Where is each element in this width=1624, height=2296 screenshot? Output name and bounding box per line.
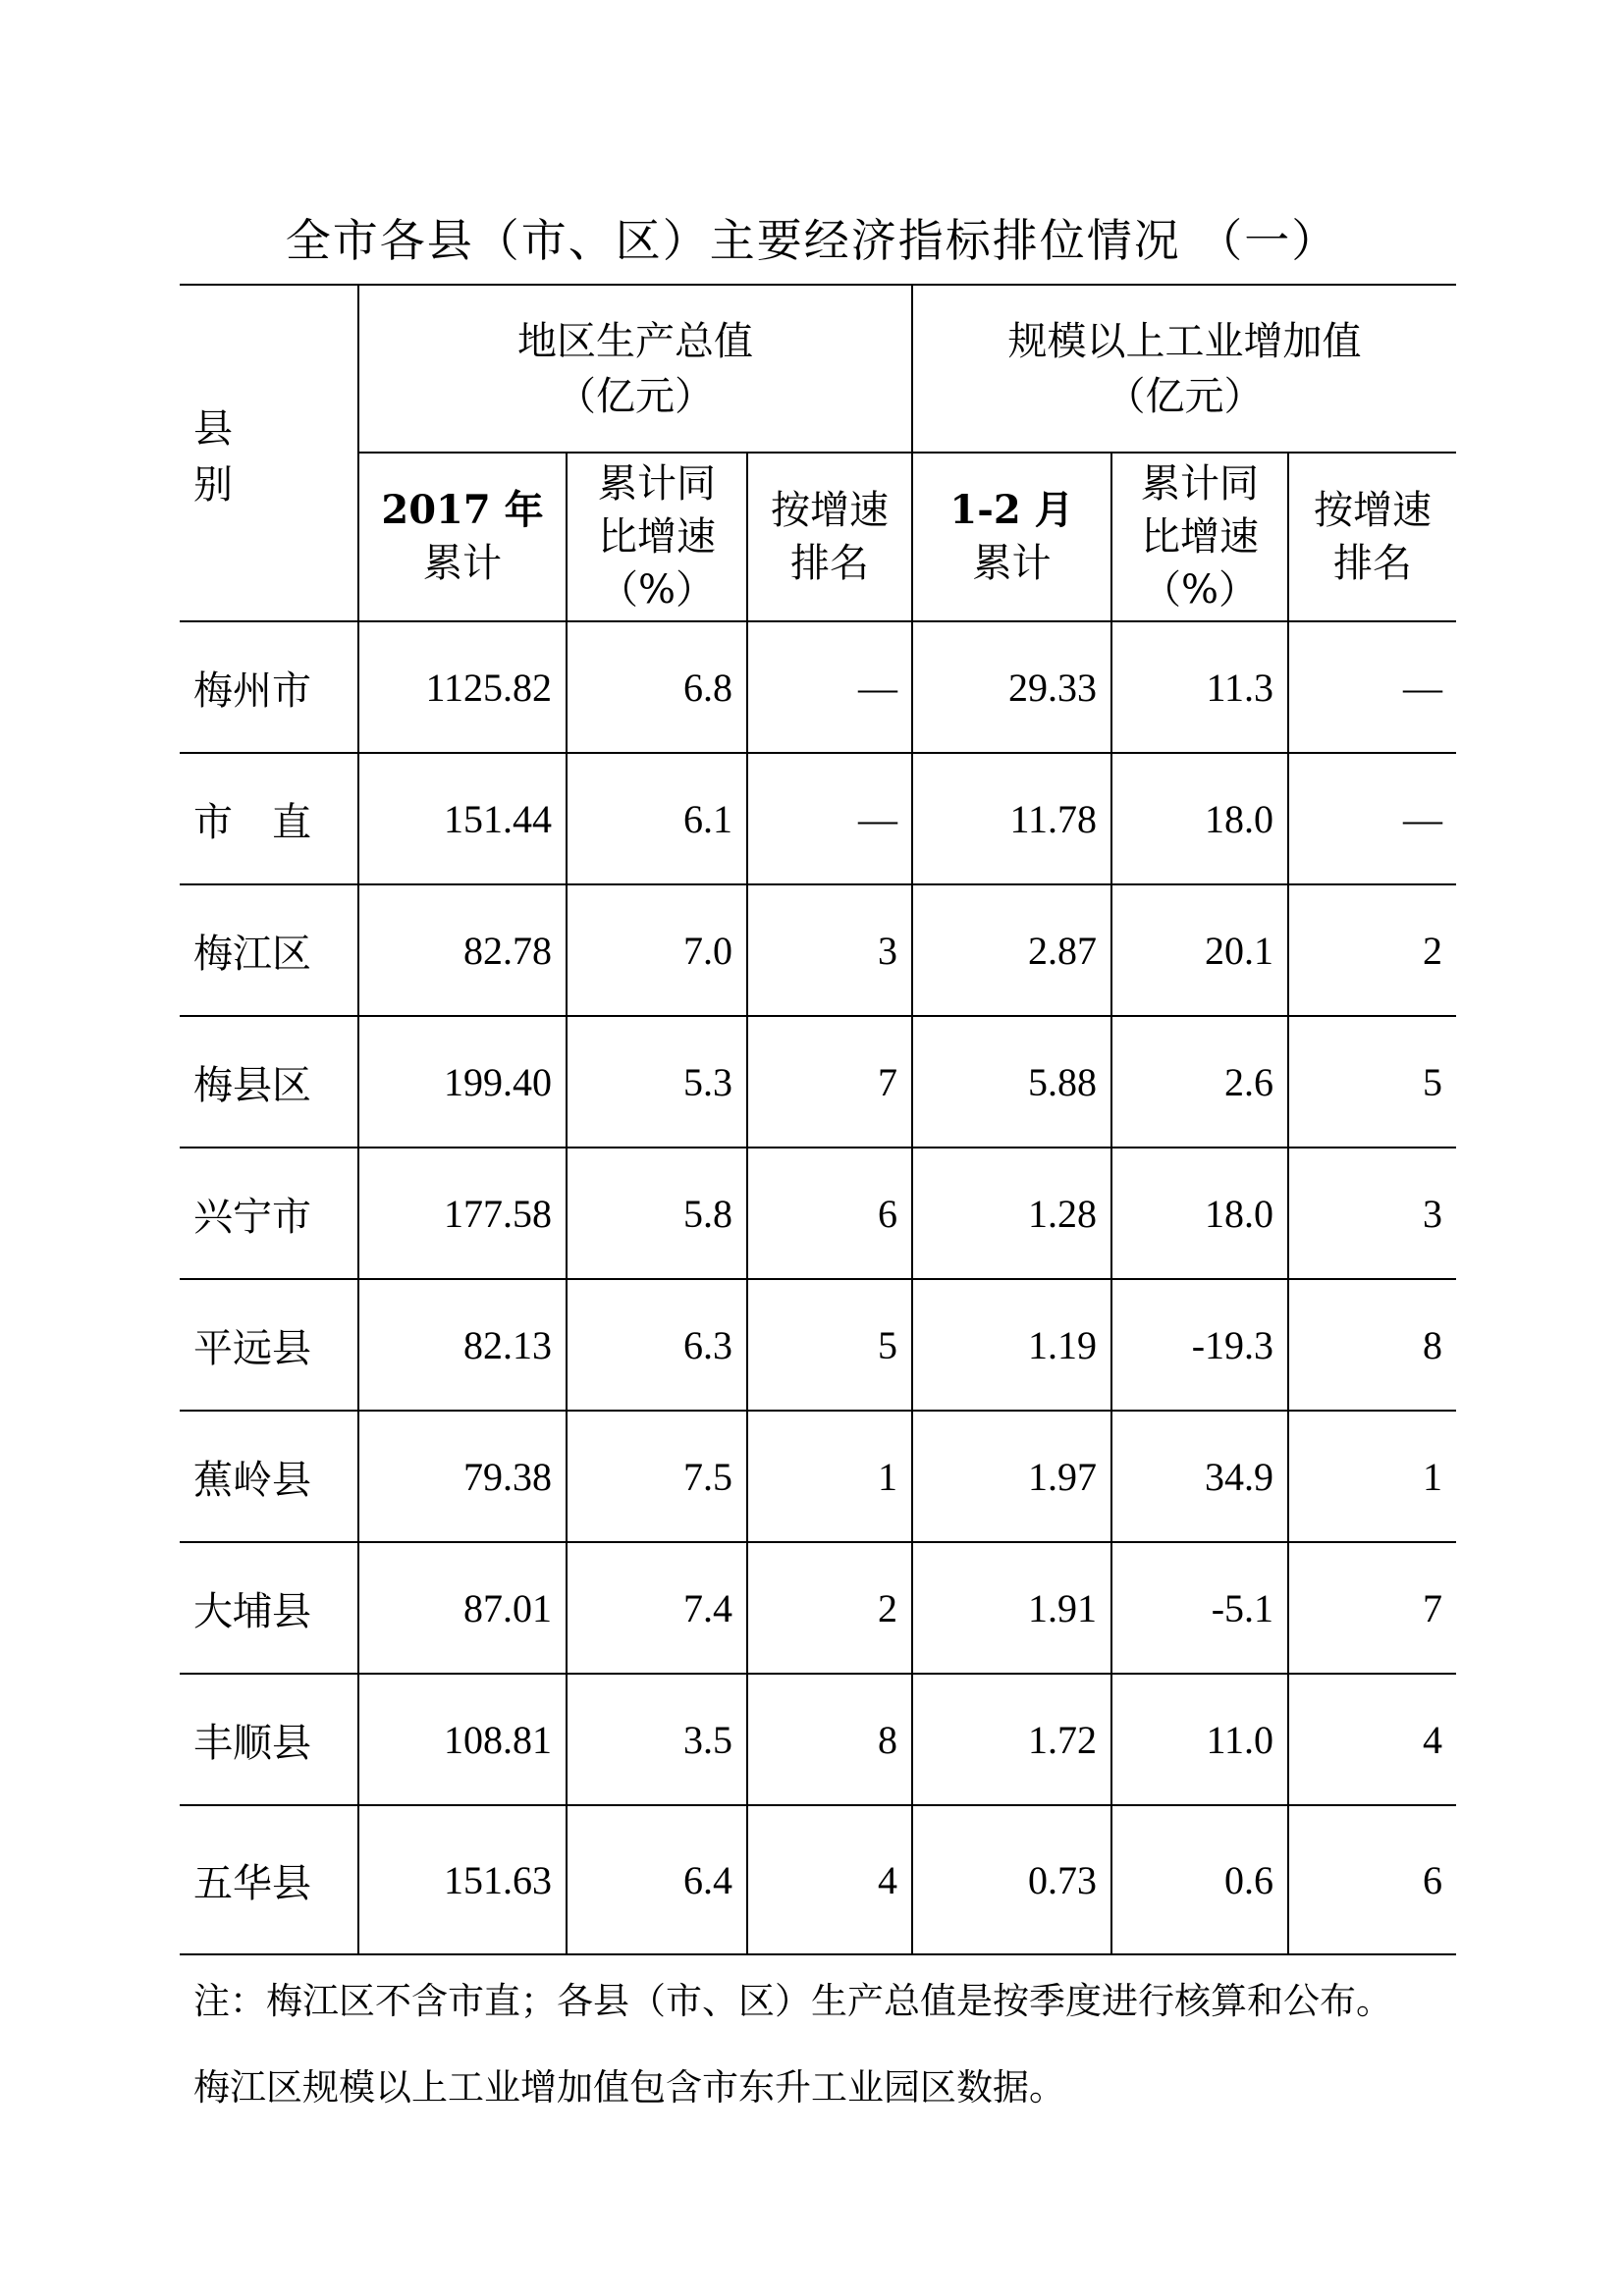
- gdp-growth-cell: 6.4: [567, 1805, 747, 1954]
- county-name: 平远县: [180, 1279, 358, 1411]
- table-row: [180, 1016, 1456, 1148]
- gdp-group-header: 地区生产总值 （亿元）: [358, 285, 912, 453]
- county-name: 梅江区: [180, 884, 358, 1016]
- industry-growth-cell: 34.9: [1111, 1411, 1288, 1542]
- gdp-rank-cell: 7: [747, 1016, 912, 1148]
- industry-rank-cell: 8: [1288, 1279, 1456, 1411]
- gdp-rank-cell: —: [747, 753, 912, 884]
- gdp-rank-cell: 6: [747, 1148, 912, 1279]
- industry-total-cell: 11.78: [912, 753, 1111, 884]
- gdp-total-header: 2017 年 累计: [358, 453, 567, 621]
- gdp-growth-cell: 7.4: [567, 1542, 747, 1674]
- gdp-total-cell: 151.63: [358, 1805, 567, 1954]
- county-name: 五华县: [180, 1805, 358, 1954]
- industry-total-cell: 1.91: [912, 1542, 1111, 1674]
- note-line-2: 梅江区规模以上工业增加值包含市东升工业园区数据。: [193, 2066, 1065, 2109]
- table-row: [180, 1411, 1456, 1542]
- gdp-total-cell: 82.13: [358, 1279, 567, 1411]
- county-name: 梅县区: [180, 1016, 358, 1148]
- industry-rank-cell: 2: [1288, 884, 1456, 1016]
- industry-growth-cell: -5.1: [1111, 1542, 1288, 1674]
- indicator-table: [180, 284, 1456, 1955]
- note-line-1: 注：梅江区不含市直；各县（市、区）生产总值是按季度进行核算和公布。: [193, 1980, 1392, 2022]
- page-title: 全市各县（市、区）主要经济指标排位情况 （一）: [285, 214, 1339, 267]
- table-row: [180, 621, 1456, 753]
- industry-growth-cell: 0.6: [1111, 1805, 1288, 1954]
- gdp-growth-cell: 6.8: [567, 621, 747, 753]
- table-row: [180, 1279, 1456, 1411]
- gdp-total-cell: 108.81: [358, 1674, 567, 1805]
- gdp-growth-cell: 6.3: [567, 1279, 747, 1411]
- industry-total-cell: 5.88: [912, 1016, 1111, 1148]
- county-name: 蕉岭县: [180, 1411, 358, 1542]
- industry-group-header: 规模以上工业增加值 （亿元）: [912, 285, 1456, 453]
- gdp-total-cell: 79.38: [358, 1411, 567, 1542]
- table-row: [180, 1148, 1456, 1279]
- gdp-growth-cell: 5.8: [567, 1148, 747, 1279]
- industry-rank-cell: —: [1288, 621, 1456, 753]
- county-name: 梅州市: [180, 621, 358, 753]
- industry-total-cell: 1.97: [912, 1411, 1111, 1542]
- industry-rank-cell: —: [1288, 753, 1456, 884]
- industry-growth-cell: 11.3: [1111, 621, 1288, 753]
- gdp-total-cell: 151.44: [358, 753, 567, 884]
- industry-total-cell: 1.19: [912, 1279, 1111, 1411]
- industry-total-cell: 1.72: [912, 1674, 1111, 1805]
- gdp-rank-header: 按增速 排名: [747, 453, 912, 621]
- county-name: 市 直: [180, 753, 358, 884]
- gdp-growth-header: 累计同 比增速 （%）: [567, 453, 747, 621]
- industry-total-cell: 29.33: [912, 621, 1111, 753]
- industry-total-cell: 1.28: [912, 1148, 1111, 1279]
- gdp-total-cell: 199.40: [358, 1016, 567, 1148]
- industry-rank-cell: 3: [1288, 1148, 1456, 1279]
- county-name: 大埔县: [180, 1542, 358, 1674]
- header-row-group: [180, 285, 1456, 453]
- industry-rank-cell: 1: [1288, 1411, 1456, 1542]
- industry-total-header: 1-2 月 累计: [912, 453, 1111, 621]
- gdp-total-cell: 82.78: [358, 884, 567, 1016]
- industry-rank-cell: 6: [1288, 1805, 1456, 1954]
- table-row: [180, 753, 1456, 884]
- county-name: 丰顺县: [180, 1674, 358, 1805]
- industry-growth-cell: 20.1: [1111, 884, 1288, 1016]
- industry-rank-cell: 7: [1288, 1542, 1456, 1674]
- table-row: [180, 1805, 1456, 1954]
- gdp-rank-cell: —: [747, 621, 912, 753]
- table-body: [180, 621, 1456, 1954]
- industry-growth-cell: -19.3: [1111, 1279, 1288, 1411]
- industry-total-cell: 2.87: [912, 884, 1111, 1016]
- gdp-growth-cell: 5.3: [567, 1016, 747, 1148]
- table-row: [180, 884, 1456, 1016]
- gdp-growth-cell: 7.5: [567, 1411, 747, 1542]
- industry-growth-cell: 11.0: [1111, 1674, 1288, 1805]
- table-row: [180, 1542, 1456, 1674]
- gdp-rank-cell: 5: [747, 1279, 912, 1411]
- gdp-growth-cell: 6.1: [567, 753, 747, 884]
- county-header: 县 别: [180, 285, 358, 621]
- table-row: [180, 1674, 1456, 1805]
- industry-rank-header: 按增速 排名: [1288, 453, 1456, 621]
- gdp-rank-cell: 2: [747, 1542, 912, 1674]
- industry-growth-header: 累计同 比增速 （%）: [1111, 453, 1288, 621]
- gdp-rank-cell: 1: [747, 1411, 912, 1542]
- industry-growth-cell: 18.0: [1111, 753, 1288, 884]
- gdp-total-cell: 177.58: [358, 1148, 567, 1279]
- gdp-rank-cell: 8: [747, 1674, 912, 1805]
- header-row-columns: [180, 453, 1456, 621]
- industry-growth-cell: 2.6: [1111, 1016, 1288, 1148]
- industry-growth-cell: 18.0: [1111, 1148, 1288, 1279]
- gdp-total-cell: 87.01: [358, 1542, 567, 1674]
- gdp-growth-cell: 7.0: [567, 884, 747, 1016]
- gdp-growth-cell: 3.5: [567, 1674, 747, 1805]
- county-name: 兴宁市: [180, 1148, 358, 1279]
- gdp-rank-cell: 3: [747, 884, 912, 1016]
- gdp-rank-cell: 4: [747, 1805, 912, 1954]
- gdp-total-cell: 1125.82: [358, 621, 567, 753]
- industry-rank-cell: 5: [1288, 1016, 1456, 1148]
- industry-rank-cell: 4: [1288, 1674, 1456, 1805]
- industry-total-cell: 0.73: [912, 1805, 1111, 1954]
